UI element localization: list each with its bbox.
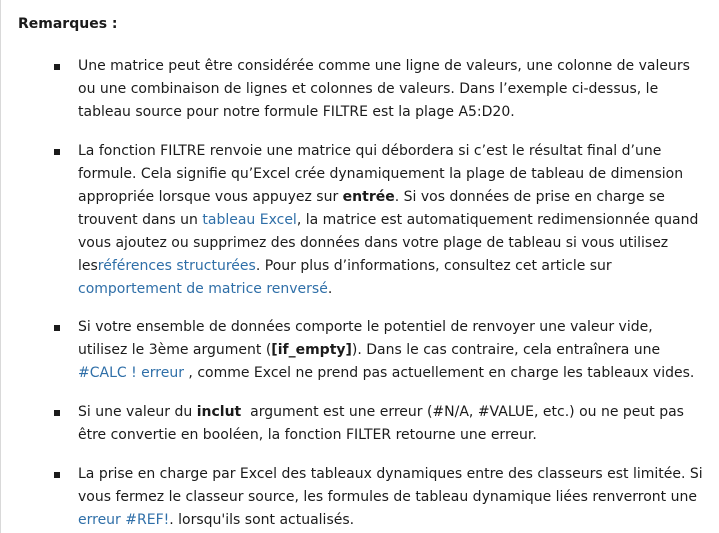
list-item xyxy=(78,401,708,447)
note-line xyxy=(78,362,708,385)
note-text: , comme Excel ne prend pas actuellement en charge les tableaux vides. xyxy=(183,365,695,381)
bold-term-enter: entrée xyxy=(342,189,395,205)
note-line xyxy=(78,209,708,232)
note-line xyxy=(78,509,708,532)
note-line: La fonction FILTRE renvoie une matrice qui débordera si c’est le résultat final d’une xyxy=(78,143,662,159)
note-line: ou une combinaison de lignes et colonnes de valeurs. Dans l’exemple ci-dessus, le xyxy=(78,81,659,97)
remarks-heading: Remarques : xyxy=(18,16,118,32)
note-line xyxy=(78,186,708,209)
list-item xyxy=(78,140,708,301)
excel-table-link[interactable]: tableau Excel xyxy=(202,212,297,228)
note-text: utilisez le 3ème argument ( xyxy=(78,342,272,358)
note-line xyxy=(78,401,708,424)
note-line: vous ajoutez ou supprimez des données dans votre plage de tableau si vous utilisez xyxy=(78,235,669,251)
spilled-array-behavior-link[interactable]: comportement de matrice renversé xyxy=(78,281,328,297)
note-text: ). Dans le cas contraire, cela entraînera une xyxy=(351,342,661,358)
calc-error-link[interactable]: #CALC ! erreur xyxy=(78,365,184,381)
note-line: vous fermez le classeur source, les formules de tableau dynamique liées renverront une xyxy=(78,489,697,505)
note-text: Si une valeur du xyxy=(78,404,197,420)
note-text: . Si vos données de prise en charge se xyxy=(394,189,665,205)
note-text: argument est une erreur (#N/A, #VALUE, etc.) ou ne peut pas xyxy=(241,404,684,420)
structured-references-link[interactable]: références structurées xyxy=(97,258,256,274)
list-item xyxy=(78,316,708,385)
note-line: formule. Cela signifie qu’Excel crée dynamiquement la plage de tableau de dimension xyxy=(78,166,684,182)
note-line: Si votre ensemble de données comporte le potentiel de renvoyer une valeur vide, xyxy=(78,319,653,335)
note-text: . xyxy=(327,281,333,297)
note-line: Une matrice peut être considérée comme une ligne de valeurs, une colonne de valeurs xyxy=(78,58,690,74)
list-item xyxy=(78,463,708,532)
bold-term-if-empty: [if_empty] xyxy=(271,342,352,358)
list-item xyxy=(78,55,708,124)
ref-error-link[interactable]: erreur #REF! xyxy=(78,512,170,528)
note-line: être convertie en booléen, la fonction FILTER retourne une erreur. xyxy=(78,427,537,443)
bold-term-include: inclut xyxy=(196,404,242,420)
note-text: . Pour plus d’informations, consultez cet article sur xyxy=(255,258,612,274)
note-line xyxy=(78,339,708,362)
note-text: appropriée lorsque vous appuyez sur xyxy=(78,189,343,205)
note-text: les xyxy=(78,258,98,274)
note-line xyxy=(78,255,708,278)
note-line xyxy=(78,278,708,301)
note-line: tableau source pour notre formule FILTRE est la plage A5:D20. xyxy=(78,104,515,120)
note-line: La prise en charge par Excel des tableaux dynamiques entre des classeurs est limitée. Si xyxy=(78,466,703,482)
note-text: trouvent dans un xyxy=(78,212,203,228)
note-text: . lorsqu'ils sont actualisés. xyxy=(169,512,355,528)
note-text: , la matrice est automatiquement redimensionnée quand xyxy=(296,212,699,228)
